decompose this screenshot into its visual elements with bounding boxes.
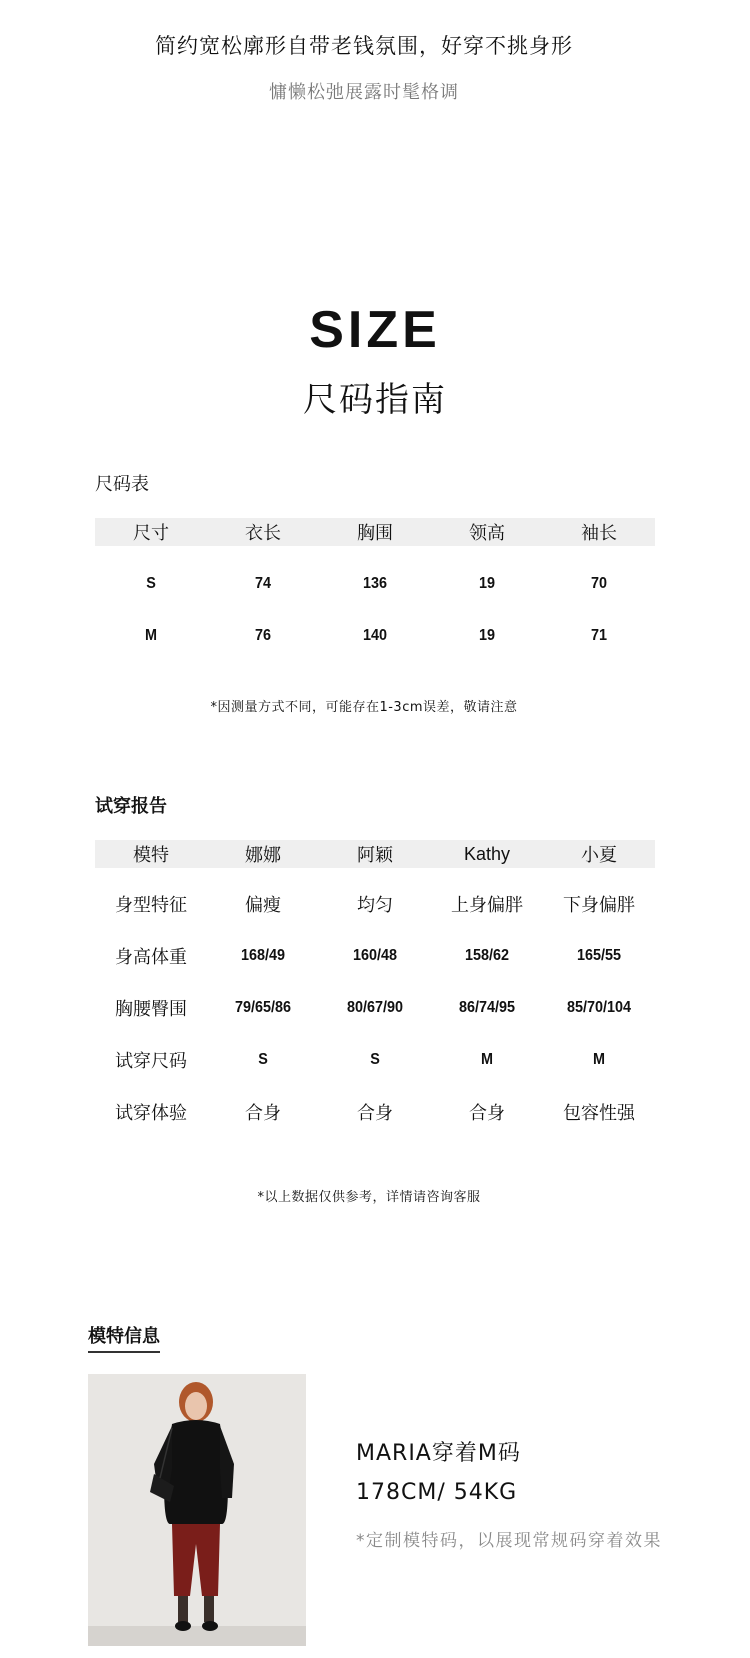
- table-cell: 76: [254, 627, 272, 644]
- table-cell: S: [146, 575, 156, 592]
- table-cell: 身型特征: [115, 895, 187, 916]
- fit-report-label: 试穿报告: [95, 796, 167, 817]
- size-chart-header-cell: 尺寸: [133, 523, 169, 544]
- table-cell: 均匀: [357, 895, 393, 916]
- table-cell: 158/62: [464, 947, 510, 964]
- size-chart-table: [95, 518, 655, 668]
- model-measure-line: 178CM/ 54KG: [356, 1480, 518, 1505]
- table-cell: M: [592, 1051, 605, 1068]
- table-cell: 85/70/104: [566, 999, 632, 1016]
- table-cell: 86/74/95: [458, 999, 516, 1016]
- fit-report-header-cell: Kathy: [463, 843, 511, 864]
- table-cell: 19: [478, 627, 496, 644]
- table-cell: 胸腰臀围: [115, 999, 187, 1020]
- model-photo: [88, 1374, 306, 1646]
- fit-report-header-cell: 模特: [133, 845, 169, 866]
- fit-report-header-cell: 阿颖: [357, 845, 393, 866]
- size-chart-label: 尺码表: [95, 474, 149, 495]
- table-cell: 74: [254, 575, 272, 592]
- model-info-label: 模特信息: [88, 1322, 160, 1353]
- table-cell: 合身: [245, 1103, 281, 1124]
- table-row: [95, 942, 655, 970]
- fit-report-header-cell: 小夏: [581, 845, 617, 866]
- fit-report-table: [95, 840, 655, 1140]
- model-note: *定制模特码，以展现常规码穿着效果: [356, 1531, 662, 1551]
- table-cell: M: [144, 627, 157, 644]
- size-chart-note: *因测量方式不同，可能存在1-3cm误差，敬请注意: [210, 700, 518, 715]
- table-row: [95, 890, 655, 918]
- fit-report-header-row: [95, 840, 655, 868]
- table-row: [95, 994, 655, 1022]
- size-chart-header-cell: 衣长: [245, 523, 281, 544]
- table-row: [95, 622, 655, 650]
- model-name-line: MARIA穿着M码: [356, 1441, 521, 1466]
- table-cell: 136: [362, 575, 388, 592]
- table-cell: 包容性强: [563, 1103, 635, 1124]
- fit-report-header-cell: 娜娜: [245, 845, 281, 866]
- table-cell: M: [480, 1051, 493, 1068]
- table-cell: 偏瘦: [245, 895, 281, 916]
- table-cell: 合身: [469, 1103, 505, 1124]
- size-title-zh: 尺码指南: [303, 380, 447, 420]
- table-cell: 试穿体验: [115, 1103, 187, 1124]
- table-row: [95, 1046, 655, 1074]
- model-figure-illustration: [88, 1374, 306, 1646]
- fit-report-note: *以上数据仅供参考，详情请咨询客服: [257, 1190, 481, 1205]
- slogan-line-1: 简约宽松廓形自带老钱氛围，好穿不挑身形: [155, 34, 573, 58]
- size-chart-header-cell: 袖长: [581, 523, 617, 544]
- table-cell: 160/48: [352, 947, 398, 964]
- table-cell: 试穿尺码: [115, 1051, 187, 1072]
- table-cell: 70: [590, 575, 608, 592]
- table-cell: 合身: [357, 1103, 393, 1124]
- slogan-line-2: 慵懒松弛展露时髦格调: [269, 82, 459, 103]
- table-cell: 140: [362, 627, 388, 644]
- table-cell: 80/67/90: [346, 999, 404, 1016]
- table-cell: 下身偏胖: [563, 895, 635, 916]
- size-title-en: SIZE: [309, 301, 441, 359]
- table-row: [95, 1098, 655, 1126]
- table-cell: S: [370, 1051, 380, 1068]
- table-cell: 79/65/86: [234, 999, 292, 1016]
- size-chart-header-cell: 领高: [469, 523, 505, 544]
- table-cell: S: [258, 1051, 268, 1068]
- table-cell: 身高体重: [115, 947, 187, 968]
- size-chart-header-row: [95, 518, 655, 546]
- table-cell: 168/49: [240, 947, 286, 964]
- size-chart-header-cell: 胸围: [357, 523, 393, 544]
- table-cell: 71: [590, 627, 608, 644]
- table-cell: 19: [478, 575, 496, 592]
- table-cell: 上身偏胖: [451, 895, 523, 916]
- table-cell: 165/55: [576, 947, 622, 964]
- table-row: [95, 570, 655, 598]
